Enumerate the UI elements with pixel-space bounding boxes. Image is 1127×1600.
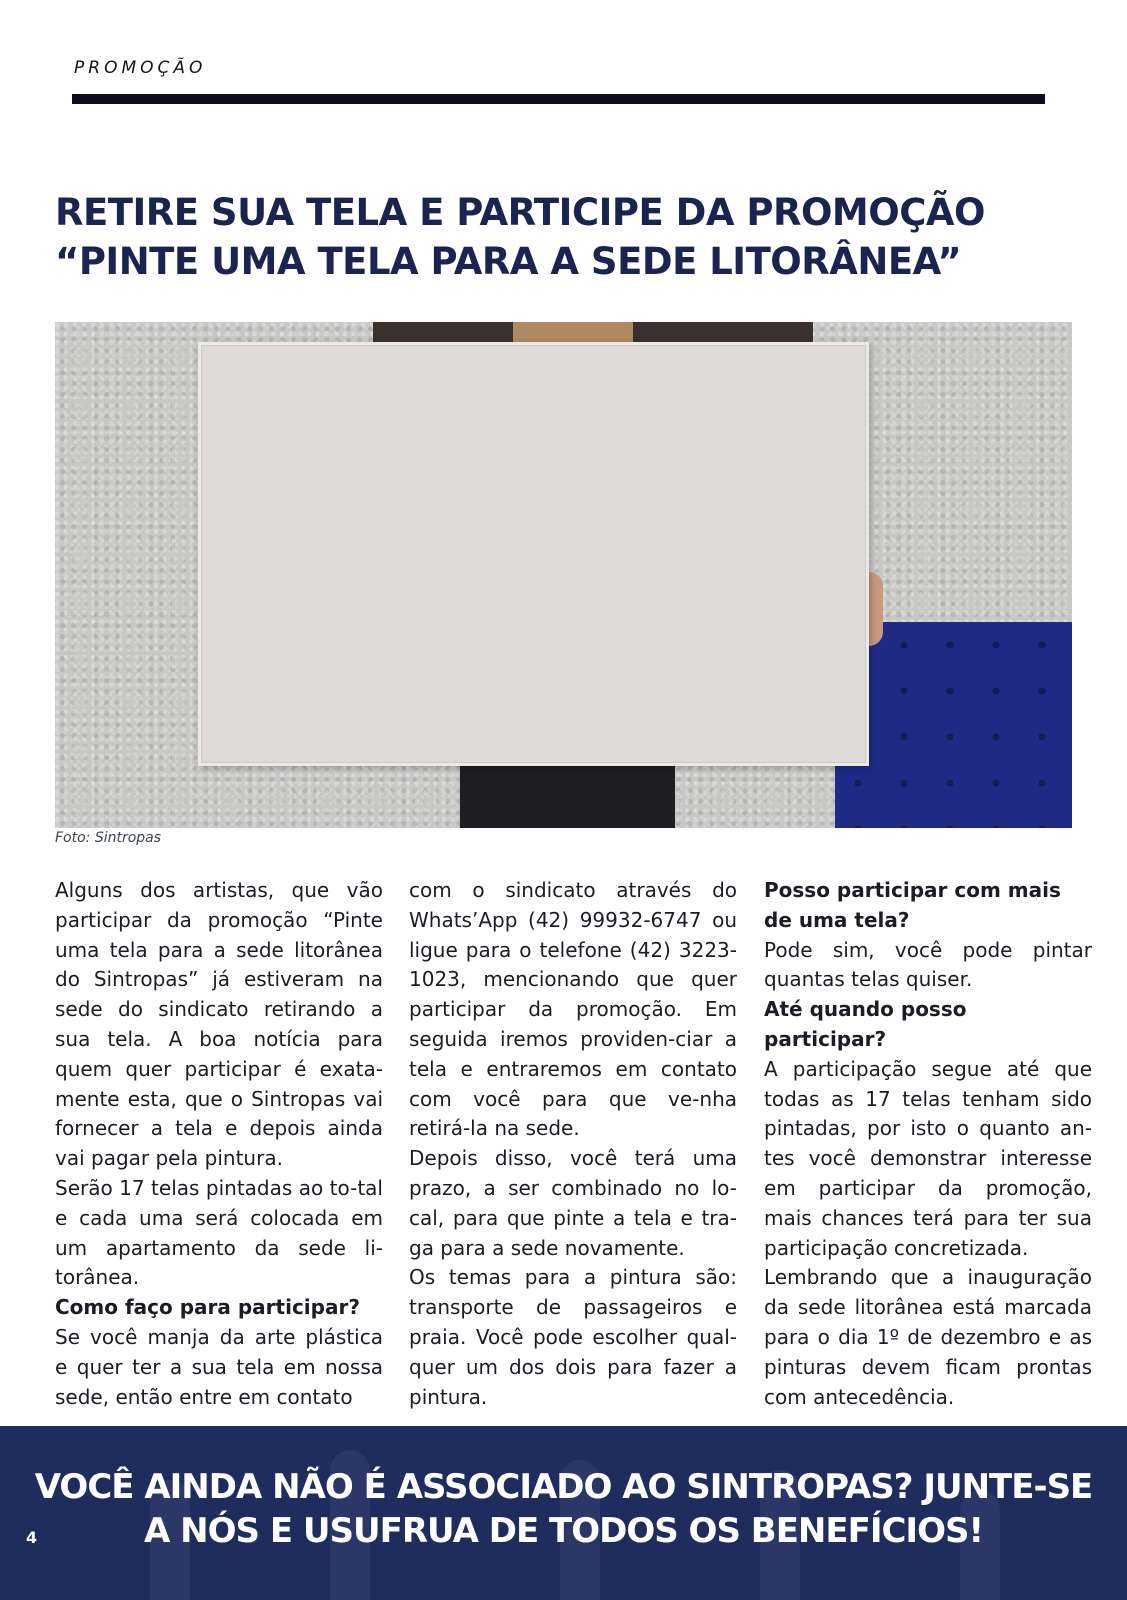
paragraph: Os temas para a pintura são: transporte de passageiros e praia. Você pode escolher qual-quer um dos dois para fazer a pintura. — [409, 1265, 737, 1409]
page-number: 4 — [26, 1528, 38, 1547]
paragraph: Lembrando que a inauguração da sede litorânea está marcada para o dia 1º de dezembro e as pinturas devem ficam prontas com antecedência. — [764, 1265, 1092, 1409]
blank-canvas — [198, 342, 869, 766]
paragraph: com o sindicato através do Whats’App (42) 99932-6747 ou ligue para o telefone (42) 3223-1023, mencionando que quer participar da promoção. Em seguida iremos providen-ciar a tela e entraremos em contato com você para que ve-nha retirá-la na sede. — [409, 878, 737, 1141]
column-3 — [764, 876, 1092, 1412]
blue-sofa — [835, 622, 1072, 828]
photo-caption: Foto: Sintropas — [55, 830, 162, 846]
column-1 — [55, 876, 383, 1412]
paragraph: A participação segue até que todas as 17 telas tenham sido pintadas, por isto o quanto an-tes você demonstrar interesse em participar da promoção, mais chances terá para ter sua participação concretizada. — [764, 1056, 1092, 1260]
banner-text — [0, 1465, 1127, 1553]
headline-line-2: “PINTE UMA TELA PARA A SEDE LITORÂNEA” — [55, 240, 962, 283]
article-headline — [55, 188, 1055, 286]
section-label: PROMOÇÃO — [74, 58, 207, 78]
paragraph: Alguns dos artistas, que vão participar da promoção “Pinte uma tela para a sede litorânea do Sintropas” já estiveram na sede do sindicato retirando a sua tela. A boa notícia para quem quer participar é exata-mente esta, que o Sintropas vai fornecer a tela e depois ainda vai pagar pela pintura. — [55, 878, 383, 1171]
article-photo — [55, 322, 1072, 828]
banner-line-1: VOCÊ AINDA NÃO É ASSOCIADO AO SINTROPAS? JUNTE-SE — [34, 1467, 1093, 1507]
paragraph: Depois disso, você terá uma prazo, a ser combinado no lo-cal, para que pinte a tela e tra-ga para a sede novamente. — [409, 1146, 737, 1260]
paragraph: Serão 17 telas pintadas ao to-tal e cada uma será colocada em um apartamento da sede li-torânea. — [55, 1175, 383, 1290]
paragraph: Se você manja da arte plástica e quer ter a sua tela em nossa sede, então entre em contato — [55, 1324, 383, 1409]
question-heading: Como faço para participar? — [55, 1295, 360, 1320]
column-2 — [409, 876, 737, 1412]
question-heading: Até quando posso participar? — [764, 997, 967, 1051]
headline-line-1: RETIRE SUA TELA E PARTICIPE DA PROMOÇÃO — [55, 191, 985, 234]
header-rule — [72, 94, 1045, 104]
membership-banner — [0, 1426, 1127, 1600]
paragraph: Pode sim, você pode pintar quantas telas quiser. — [764, 937, 1092, 992]
question-heading: Posso participar com mais de uma tela? — [764, 878, 1061, 932]
banner-line-2: A NÓS E USUFRUA DE TODOS OS BENEFÍCIOS! — [144, 1511, 983, 1551]
